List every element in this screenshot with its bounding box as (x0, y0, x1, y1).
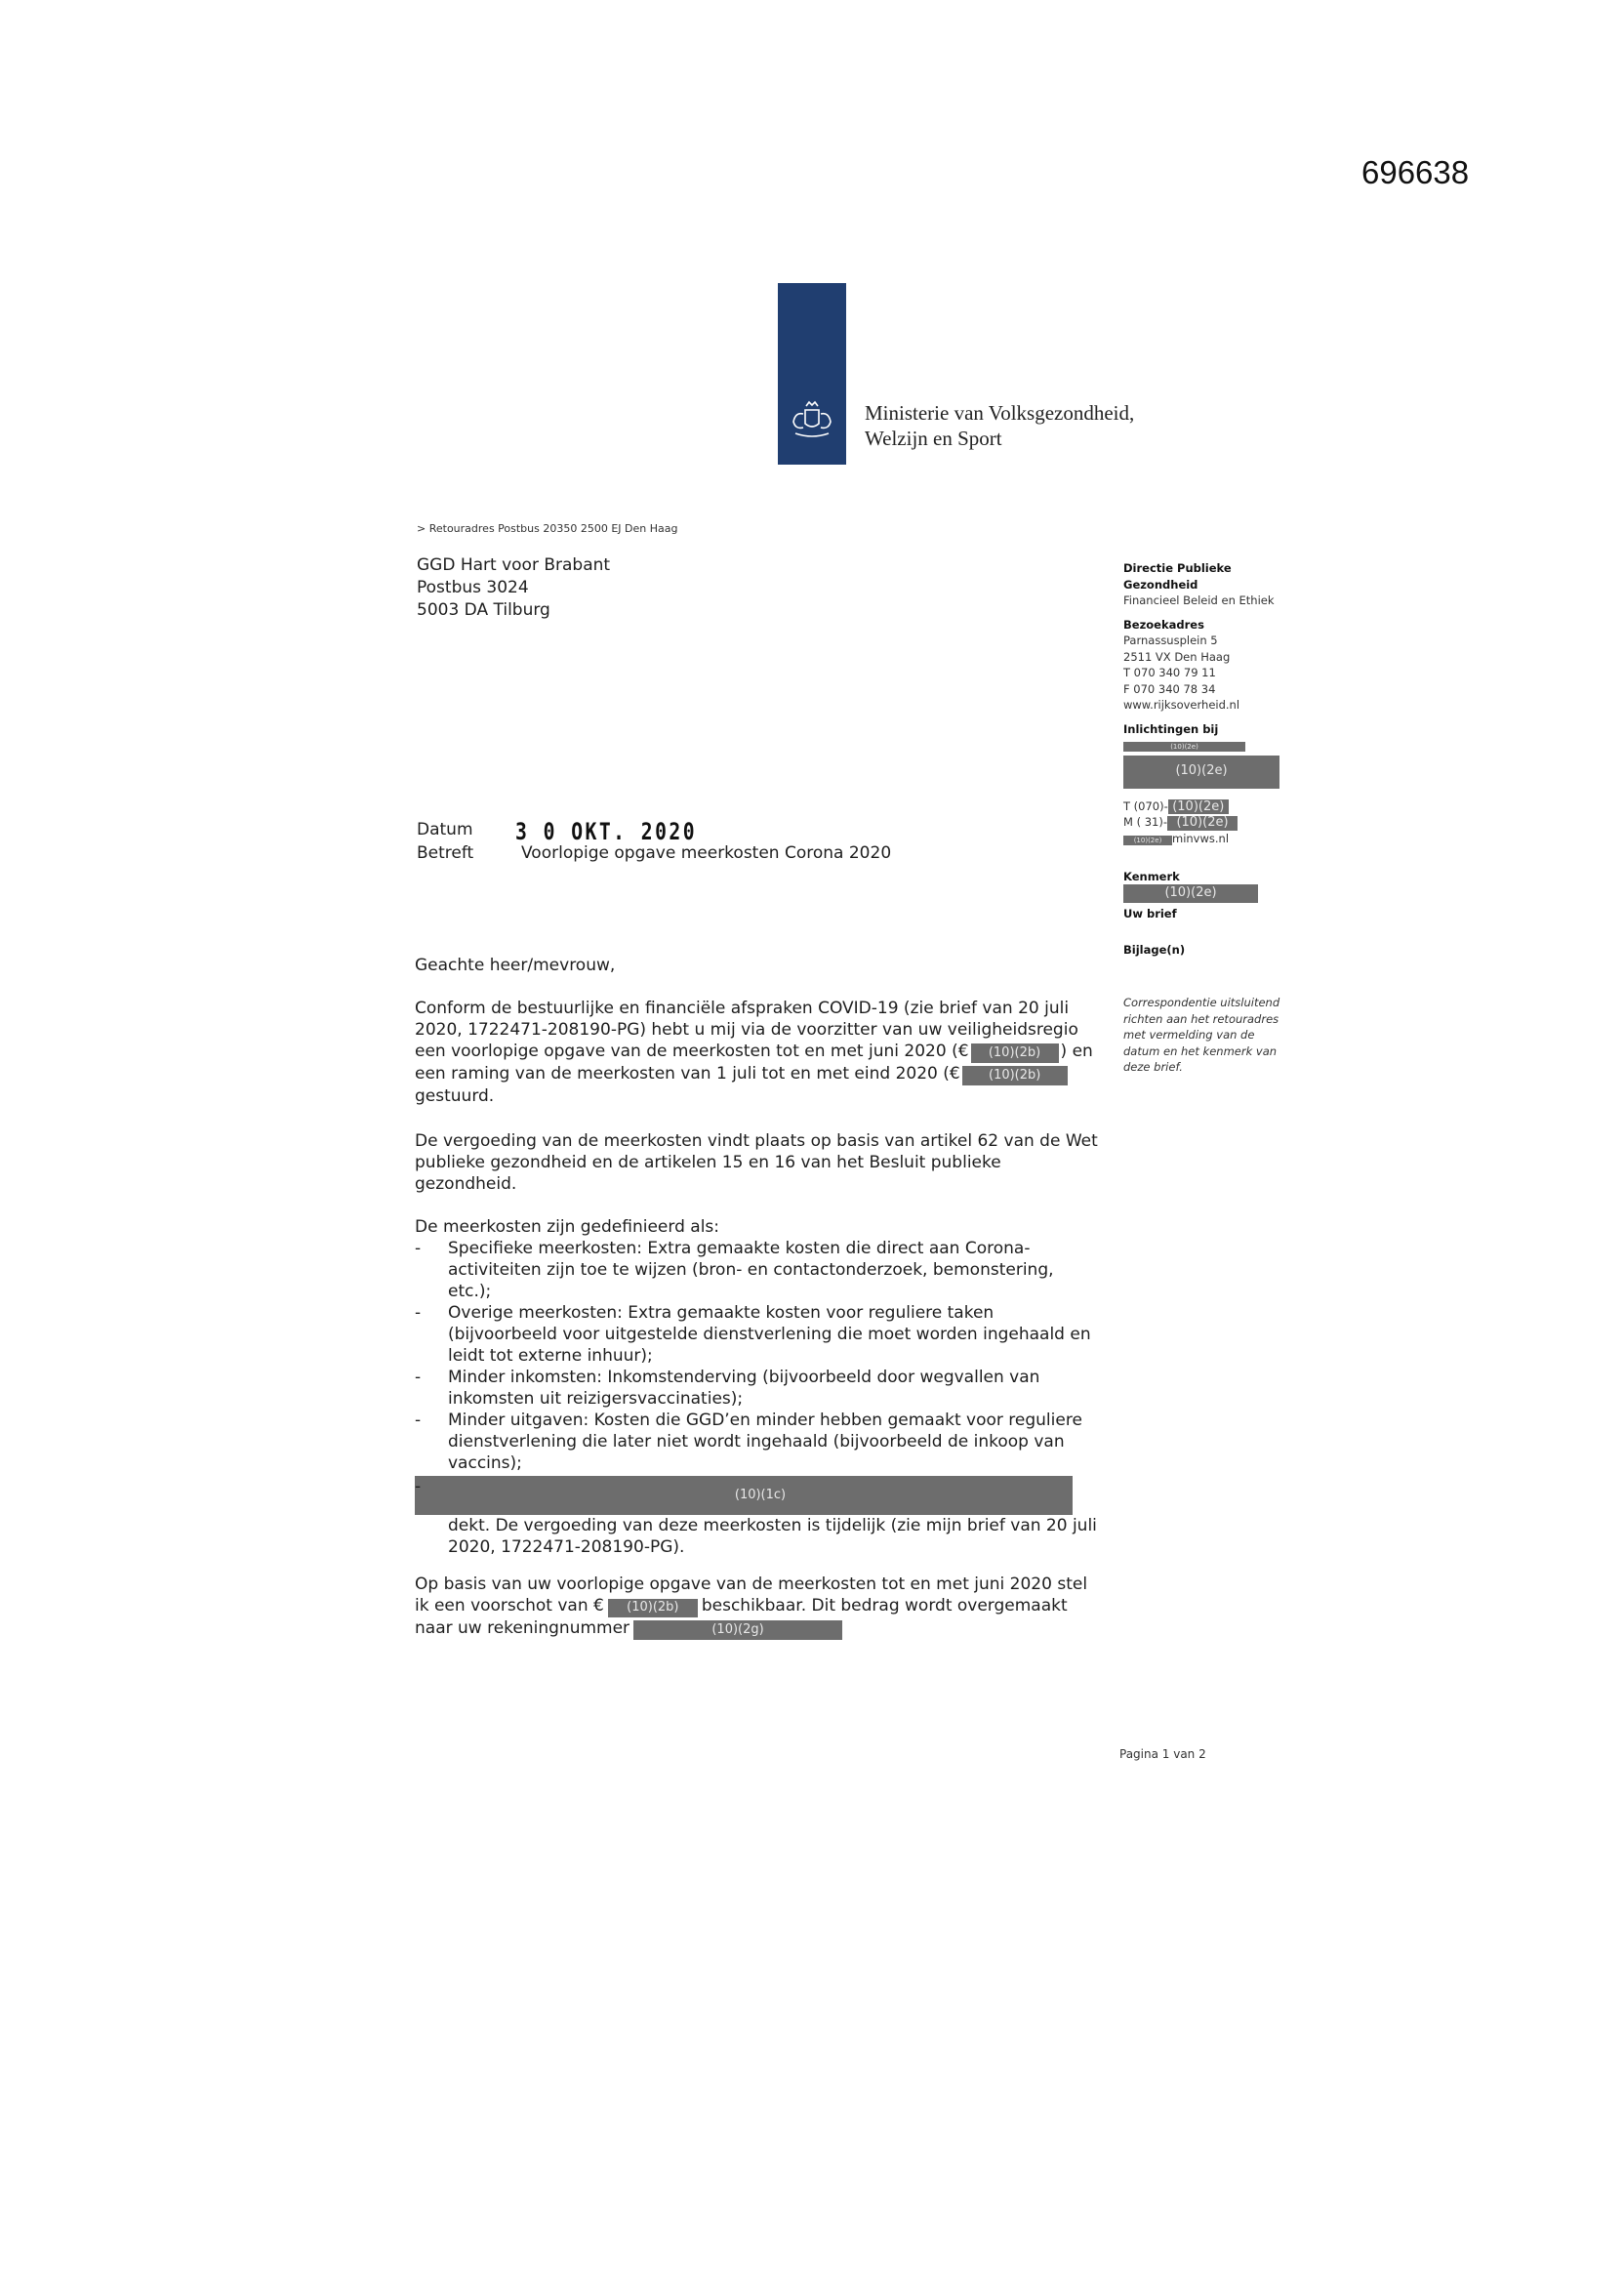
ministry-line-2: Welzijn en Sport (865, 427, 1002, 450)
reference-heading: Kenmerk (1123, 869, 1180, 883)
text-line: Op basis van uw voorlopige opgave van de meerkosten tot en met juni 2020 stel (415, 1574, 1088, 1594)
note-line: datum en het kenmerk van (1123, 1043, 1278, 1058)
dept-line: Gezondheid (1123, 577, 1198, 592)
text-line: ) en (1060, 1042, 1093, 1061)
note-line: deze brief. (1123, 1060, 1183, 1074)
return-address: > Retouradres Postbus 20350 2500 EJ Den Haag (417, 522, 678, 535)
note-line: richten aan het retouradres (1123, 1011, 1279, 1026)
visit-line: Parnassusplein 5 (1123, 634, 1218, 647)
website-link[interactable]: www.rijksoverheid.nl (1123, 698, 1240, 712)
redaction-box: (10)(2e) (1167, 816, 1238, 831)
date-label: Datum (417, 820, 473, 839)
info-heading: Inlichtingen bij (1123, 721, 1219, 736)
text-line: dekt. De vergoeding van deze meerkosten is tijdelijk (zie mijn brief van 20 juli (448, 1516, 1097, 1535)
text-line: ik een voorschot van € (415, 1596, 604, 1615)
text-line: gestuurd. (415, 1086, 495, 1106)
paragraph-4 (415, 1574, 1098, 1640)
ministry-name (865, 400, 1134, 451)
sender-sidebar (1123, 560, 1319, 1076)
page-number: Pagina 1 van 2 (1119, 1747, 1206, 1761)
your-letter-heading: Uw brief (1123, 907, 1177, 920)
visit-line: 2511 VX Den Haag (1123, 649, 1231, 664)
list-item (415, 1367, 1098, 1410)
text-line: - Specifieke meerkosten: Extra gemaakte kosten die direct aan Corona- (448, 1239, 1031, 1258)
date-stamp: 3 0 OKT. 2020 (515, 818, 698, 845)
list-item (415, 1410, 1098, 1474)
recipient-line: Postbus 3024 (417, 578, 529, 597)
note-line: Correspondentie uitsluitend (1123, 996, 1280, 1009)
paragraph-1 (415, 998, 1098, 1107)
recipient-line: GGD Hart voor Brabant (417, 555, 611, 575)
text-line: 2020, 1722471-208190-PG). (448, 1537, 685, 1557)
recipient-line: 5003 DA Tilburg (417, 600, 550, 620)
document-number: 696638 (1361, 154, 1470, 190)
redaction-box: (10)(2e) (1168, 799, 1229, 814)
text-line: een raming van de meerkosten van 1 juli tot en met eind 2020 (€ (415, 1064, 960, 1084)
list-item (415, 1476, 1098, 1558)
cost-definitions (415, 1216, 1098, 1558)
text-line: Conform de bestuurlijke en financiële afspraken COVID-19 (zie brief van 20 juli (415, 999, 1070, 1018)
text-line: gezondheid. (415, 1174, 517, 1194)
subject-label: Betreft (417, 843, 474, 863)
redaction-box: (10)(2e) (1123, 884, 1258, 903)
list-item (415, 1238, 1098, 1302)
text-line: - Minder uitgaven: Kosten die GGD’en minder hebben gemaakt voor reguliere (448, 1411, 1082, 1430)
text-line: (bijvoorbeeld voor uitgestelde dienstverlening die moet worden ingehaald en (448, 1325, 1091, 1344)
email-suffix: minvws.nl (1172, 832, 1230, 845)
redaction-box: (10)(2e) (1123, 742, 1245, 752)
text-line: dienstverlening die later niet wordt ingehaald (bijvoorbeeld de inkoop van (448, 1432, 1065, 1452)
redaction-box: (10)(2e) (1123, 756, 1279, 789)
ministry-line-1: Ministerie van Volksgezondheid, (865, 401, 1135, 425)
correspondence-note (1123, 995, 1319, 1076)
salutation: Geachte heer/mevrouw, (415, 956, 616, 975)
redaction-box: (10)(2b) (608, 1599, 698, 1617)
text-line: inkomsten uit reizigersvaccinaties); (448, 1389, 744, 1409)
text-line: De vergoeding van de meerkosten vindt plaats op basis van artikel 62 van de Wet (415, 1131, 1098, 1151)
mobile-prefix: M ( 31)- (1123, 815, 1167, 830)
visit-heading: Bezoekadres (1123, 617, 1204, 632)
redaction-box: (10)(1c) (415, 1476, 1073, 1515)
visit-line: F 070 340 78 34 (1123, 681, 1216, 696)
recipient-address (417, 554, 610, 622)
paragraph-2 (415, 1130, 1098, 1195)
text-line: etc.); (448, 1282, 492, 1301)
crest-icon (786, 394, 838, 439)
text-line: De meerkosten zijn gedefinieerd als: (415, 1217, 720, 1237)
text-line: publieke gezondheid en de artikelen 15 en 16 van het Besluit publieke (415, 1153, 1001, 1172)
phone-prefix: T (070)- (1123, 798, 1168, 813)
redaction-box: (10)(2g) (633, 1620, 842, 1640)
text-line: beschikbaar. Dit bedrag wordt overgemaakt (701, 1596, 1068, 1615)
visit-line: T 070 340 79 11 (1123, 666, 1216, 679)
subject-value: Voorlopige opgave meerkosten Corona 2020 (521, 843, 892, 863)
note-line: met vermelding van de (1123, 1028, 1255, 1042)
text-line: 2020, 1722471-208190-PG) hebt u mij via de voorzitter van uw veiligheidsregio (415, 1020, 1078, 1040)
attachments-heading: Bijlage(n) (1123, 942, 1186, 957)
text-line: vaccins); (448, 1453, 522, 1473)
dept-line: Directie Publieke (1123, 561, 1232, 575)
text-line: leidt tot externe inhuur); (448, 1346, 653, 1366)
text-line: een voorlopige opgave van de meerkosten tot en met juni 2020 (€ (415, 1042, 969, 1061)
redaction-box: (10)(2b) (971, 1043, 1059, 1063)
text-line: activiteiten zijn toe te wijzen (bron- en contactonderzoek, bemonstering, (448, 1260, 1054, 1280)
dept-line: Financieel Beleid en Ethiek (1123, 593, 1275, 607)
redaction-box: (10)(2e) (1123, 836, 1172, 845)
text-line: naar uw rekeningnummer (415, 1617, 630, 1638)
redaction-box: (10)(2b) (962, 1066, 1068, 1085)
text-line: - Overige meerkosten: Extra gemaakte kosten voor reguliere taken (448, 1303, 995, 1323)
list-item (415, 1302, 1098, 1367)
text-line: - Minder inkomsten: Inkomstenderving (bijvoorbeeld door wegvallen van (448, 1368, 1040, 1387)
